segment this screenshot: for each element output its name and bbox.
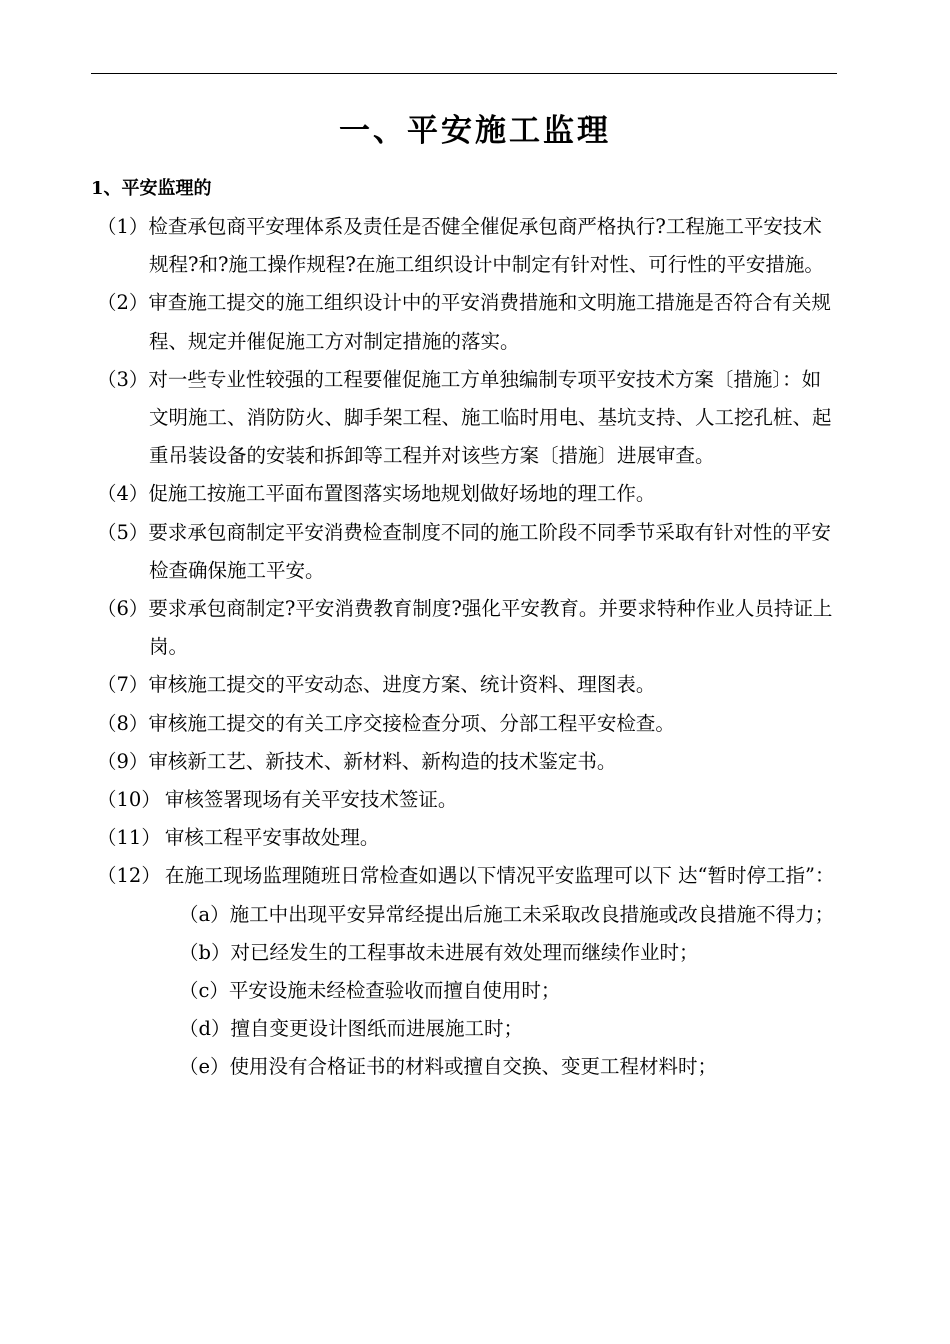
- item-text: 审查施工提交的施工组织设计中的平安消费措施和文明施工措施是否符合有关规程、规定并催促施工方对制定措施的落实。: [148, 291, 831, 353]
- item-text: 对一些专业性较强的工程要催促施工方单独编制专项平安技术方案〔措施〕：如文明施工、消防防火、脚手架工程、施工临时用电、基坑支持、人工挖孔桩、起重吊装设备的安装和拆卸等工程并对该些方案〔措施〕进展审查。: [148, 367, 832, 468]
- subitem-text: 对已经发生的工程事故未进展有效处理而继续作业时；: [230, 940, 699, 964]
- item-marker: （3）: [97, 367, 149, 391]
- item-marker: （4）: [97, 482, 149, 506]
- item-text: 检查承包商平安理体系及责任是否健全催促承包商严格执行?工程施工平安技术规程?和?施工操作规程?在施工组织设计中制定有针对性、可行性的平安措施。: [148, 215, 824, 277]
- subitem-marker: （e）: [179, 1055, 230, 1079]
- item-marker: （1）: [97, 215, 149, 238]
- list-item: [97, 361, 839, 476]
- list-item: [97, 666, 839, 704]
- item-marker: （11）: [97, 826, 161, 850]
- item-text: 审核施工提交的平安动态、进度方案、统计资料、理图表。: [148, 673, 656, 697]
- item-text: 审核新工艺、新技术、新材料、新构造的技术鉴定书。: [148, 749, 617, 773]
- list-item: [97, 857, 839, 1086]
- list-item: [179, 1048, 839, 1086]
- item-text: 审核施工提交的有关工序交接检查分项、分部工程平安检查。: [148, 711, 675, 735]
- item-text: 要求承包商制定平安消费检查制度不同的施工阶段不同季节采取有针对性的平安检查确保施工平安。: [148, 520, 831, 582]
- list-item: [179, 934, 839, 972]
- subitem-text: 擅自变更设计图纸而进展施工时；: [230, 1017, 523, 1041]
- list-item: [97, 514, 839, 590]
- subitem-marker: （b）: [179, 940, 231, 964]
- subitem-marker: （c）: [179, 979, 229, 1003]
- item-marker: （2）: [97, 291, 149, 315]
- item-marker: （9）: [97, 749, 149, 773]
- item-marker: （6）: [97, 597, 149, 621]
- stop-work-condition-list: [149, 896, 839, 1087]
- item-text: 在施工现场监理随班日常检查如遇以下情况平安监理可以下 达“暂时停工指”：: [164, 864, 835, 888]
- list-item: [97, 208, 839, 284]
- supervision-item-list: [97, 208, 839, 1087]
- list-item: [179, 1010, 839, 1048]
- item-marker: （8）: [97, 711, 149, 735]
- subitem-text: 施工中出现平安异常经提出后施工未采取改良措施或改良措施不得力；: [229, 902, 835, 926]
- item-marker: （7）: [97, 673, 149, 697]
- list-item: [97, 743, 839, 781]
- item-marker: （10）: [97, 788, 161, 812]
- section-heading: 1、平安监理的: [91, 178, 212, 199]
- subitem-marker: （d）: [179, 1017, 231, 1041]
- item-text: 审核工程平安事故处理。: [164, 826, 380, 850]
- list-item: [97, 781, 839, 819]
- item-marker: （12）: [97, 864, 161, 888]
- item-marker: （5）: [97, 520, 149, 544]
- list-item: [179, 896, 839, 934]
- subitem-marker: （a）: [179, 902, 230, 926]
- page-title: 一、平安施工监理: [339, 113, 611, 149]
- list-item: [179, 972, 839, 1010]
- list-item: [97, 590, 839, 666]
- item-text: 审核签署现场有关平安技术签证。: [164, 788, 458, 812]
- list-item: [97, 705, 839, 743]
- list-item: [97, 819, 839, 857]
- item-text: 要求承包商制定?平安消费教育制度?强化平安教育。并要求特种作业人员持证上岗。: [148, 597, 833, 659]
- list-item: [97, 284, 839, 360]
- item-text: 促施工按施工平面布置图落实场地规划做好场地的理工作。: [148, 482, 656, 506]
- list-item: [97, 475, 839, 513]
- header-rule: [91, 73, 837, 74]
- subitem-text: 平安设施未经检查验收而擅自使用时；: [228, 979, 561, 1003]
- subitem-text: 使用没有合格证书的材料或擅自交换、变更工程材料时；: [229, 1055, 718, 1079]
